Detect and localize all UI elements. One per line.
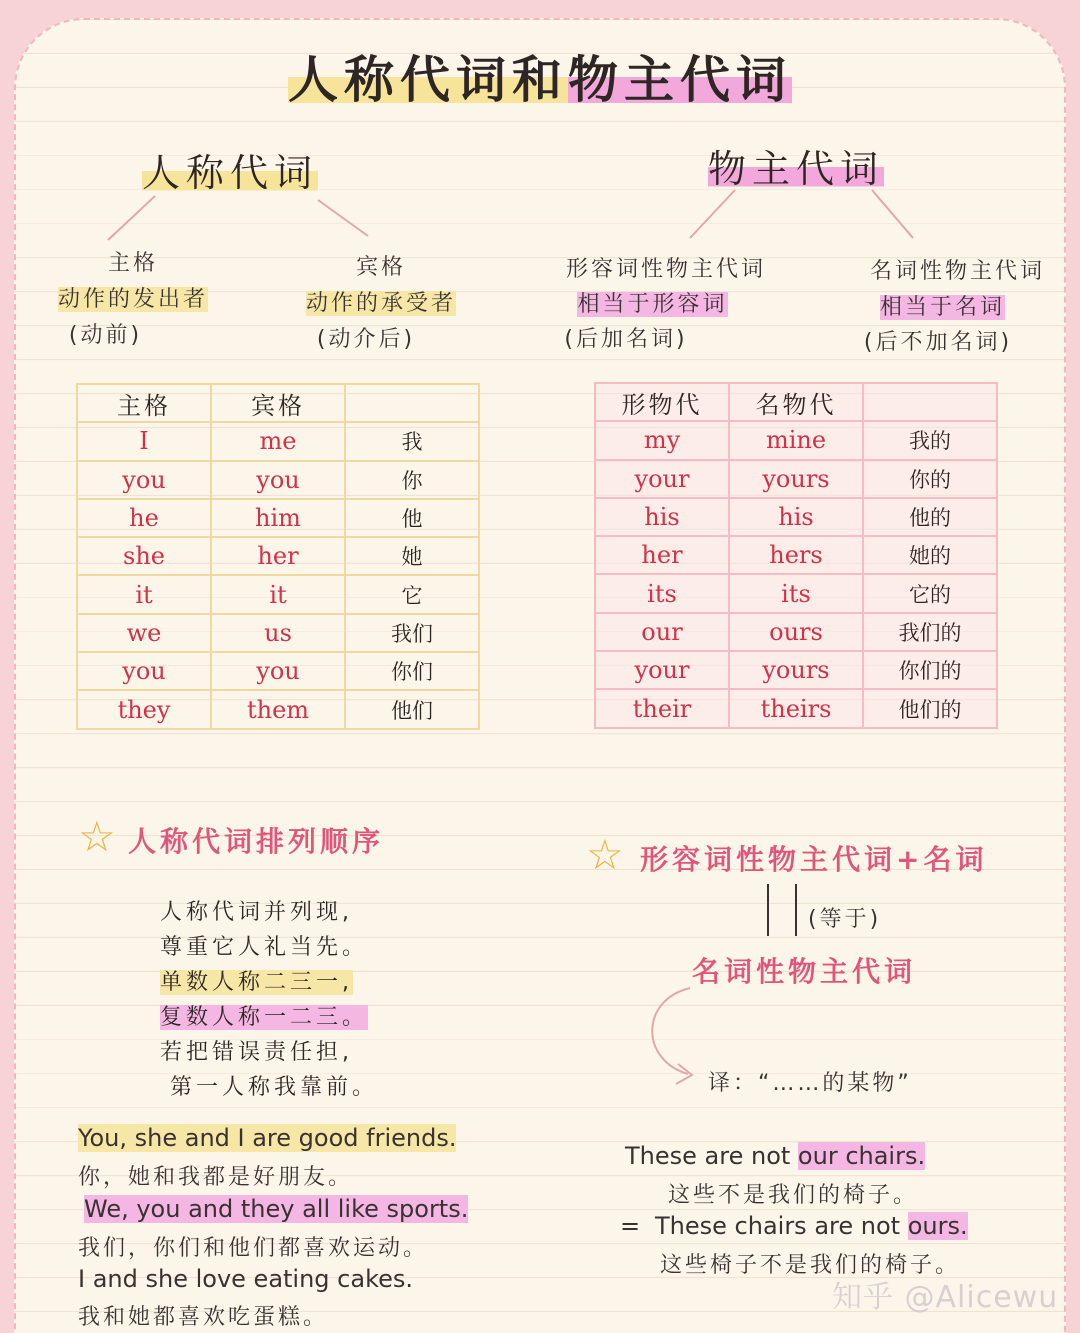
- cell-meaning: 他的: [863, 498, 997, 536]
- cell-meaning: 你的: [863, 460, 997, 498]
- header-cell: 主格: [77, 384, 211, 422]
- example-en: We, you and they all like sports.: [84, 1195, 469, 1223]
- title-part1: 人称代词和: [288, 51, 568, 109]
- example-cn: 我和她都喜欢吃蛋糕。: [78, 1305, 329, 1330]
- cell-noun-possessive: yours: [729, 651, 863, 689]
- watermark: 知乎 @Alicewu: [832, 1280, 1059, 1315]
- header-cell: 宾格: [211, 384, 345, 422]
- cell-noun-possessive: ours: [729, 613, 863, 651]
- cell-object: me: [211, 422, 345, 460]
- example-cn: 我们，你们和他们都喜欢运动。: [78, 1236, 429, 1261]
- table-row: [77, 461, 479, 499]
- cell-adj-possessive: their: [595, 689, 729, 727]
- cell-object: them: [211, 690, 345, 728]
- formula-heading: 形容词性物主代词+名词: [640, 843, 988, 876]
- cell-meaning: 你: [345, 461, 479, 499]
- object-desc: 动作的承受者: [305, 291, 456, 316]
- personal-pronoun-table: [76, 383, 480, 730]
- cell-adj-possessive: your: [595, 460, 729, 498]
- table-row: [77, 652, 479, 690]
- verse-line: 尊重它人礼当先。: [160, 935, 369, 960]
- table-header-row: [595, 383, 997, 421]
- verse-line: 若把错误责任担,: [160, 1040, 353, 1065]
- header-cell: 名物代: [729, 383, 863, 421]
- cell-noun-possessive: its: [729, 574, 863, 612]
- cell-subject: we: [77, 614, 211, 652]
- page-title: [0, 40, 1080, 112]
- verse-line: 单数人称二三一,: [160, 970, 353, 995]
- verse-line: 人称代词并列现,: [160, 900, 353, 925]
- example-en: These are not our chairs.: [625, 1142, 926, 1170]
- verse-line: 复数人称一二三。: [160, 1005, 369, 1030]
- order-heading: 人称代词排列顺序: [128, 825, 385, 858]
- cell-object: her: [211, 537, 345, 575]
- example-cn: 这些不是我们的椅子。: [668, 1183, 919, 1208]
- example-en: You, she and I are good friends.: [78, 1124, 457, 1152]
- table-row: [595, 460, 997, 498]
- title-part2: 物主代词: [568, 51, 792, 109]
- cell-noun-possessive: his: [729, 498, 863, 536]
- header-cell: [345, 384, 479, 422]
- star-icon: ☆: [586, 830, 624, 879]
- verse-line: 第一人称我靠前。: [170, 1075, 379, 1100]
- cell-noun-possessive: mine: [729, 421, 863, 459]
- cell-subject: he: [77, 499, 211, 537]
- table-row: [595, 498, 997, 536]
- cell-adj-possessive: his: [595, 498, 729, 536]
- cell-noun-possessive: hers: [729, 536, 863, 574]
- cell-object: him: [211, 499, 345, 537]
- example-cn: 这些椅子不是我们的椅子。: [660, 1253, 961, 1278]
- example-en: These chairs are not ours.: [655, 1212, 968, 1240]
- example-en: I and she love eating cakes.: [78, 1265, 414, 1293]
- subject-note: (动前): [68, 323, 143, 348]
- personal-heading: 人称代词: [142, 151, 319, 195]
- table-row: [595, 574, 997, 612]
- possessive-pronoun-table: [594, 382, 998, 729]
- table-header-row: [77, 384, 479, 422]
- translation-note: 译：“……的某物”: [708, 1071, 912, 1096]
- cell-object: you: [211, 652, 345, 690]
- header-cell: [863, 383, 997, 421]
- cell-object: you: [211, 461, 345, 499]
- subject-desc: 动作的发出者: [57, 287, 208, 312]
- star-icon: ☆: [78, 812, 116, 861]
- cell-adj-possessive: my: [595, 421, 729, 459]
- cell-meaning: 他: [345, 499, 479, 537]
- cell-meaning: 她的: [863, 536, 997, 574]
- cell-meaning: 他们的: [863, 689, 997, 727]
- header-cell: 形物代: [595, 383, 729, 421]
- table-row: [77, 575, 479, 613]
- cell-subject: you: [77, 652, 211, 690]
- cell-subject: she: [77, 537, 211, 575]
- table-row: [595, 536, 997, 574]
- formula-result: 名词性物主代词: [692, 955, 917, 988]
- example-cn: 你，她和我都是好朋友。: [78, 1165, 354, 1190]
- cell-adj-possessive: its: [595, 574, 729, 612]
- adj-possessive-desc: 相当于形容词: [577, 292, 728, 317]
- table-row: [77, 537, 479, 575]
- cell-noun-possessive: theirs: [729, 689, 863, 727]
- possessive-heading: 物主代词: [708, 147, 885, 191]
- cell-object: us: [211, 614, 345, 652]
- cell-subject: I: [77, 422, 211, 460]
- cell-meaning: 你们: [345, 652, 479, 690]
- cell-subject: you: [77, 461, 211, 499]
- cell-meaning: 她: [345, 537, 479, 575]
- cell-subject: it: [77, 575, 211, 613]
- cell-adj-possessive: your: [595, 651, 729, 689]
- cell-meaning: 你们的: [863, 651, 997, 689]
- cell-adj-possessive: her: [595, 536, 729, 574]
- table-row: [77, 422, 479, 460]
- cell-object: it: [211, 575, 345, 613]
- cell-meaning: 我: [345, 422, 479, 460]
- cell-meaning: 我们: [345, 614, 479, 652]
- noun-possessive-note: (后不加名词): [863, 330, 1013, 355]
- table-row: [77, 499, 479, 537]
- noun-possessive-desc: 相当于名词: [879, 295, 1005, 320]
- equals-note: (等于): [808, 907, 882, 932]
- cell-meaning: 它: [345, 575, 479, 613]
- cell-noun-possessive: yours: [729, 460, 863, 498]
- table-row: [77, 690, 479, 728]
- adj-possessive-note: (后加名词): [564, 327, 688, 352]
- cell-meaning: 他们: [345, 690, 479, 728]
- object-note: (动介后): [316, 327, 416, 352]
- cell-meaning: 它的: [863, 574, 997, 612]
- table-row: [595, 651, 997, 689]
- adj-possessive-name: 形容词性物主代词: [565, 257, 766, 282]
- table-row: [595, 613, 997, 651]
- noun-possessive-name: 名词性物主代词: [869, 259, 1045, 284]
- table-row: [77, 614, 479, 652]
- cell-meaning: 我的: [863, 421, 997, 459]
- equals-sign: =: [620, 1212, 641, 1240]
- object-name: 宾格: [355, 255, 406, 280]
- cell-meaning: 我们的: [863, 613, 997, 651]
- subject-name: 主格: [107, 251, 158, 276]
- cell-adj-possessive: our: [595, 613, 729, 651]
- table-row: [595, 689, 997, 727]
- cell-subject: they: [77, 690, 211, 728]
- table-row: [595, 421, 997, 459]
